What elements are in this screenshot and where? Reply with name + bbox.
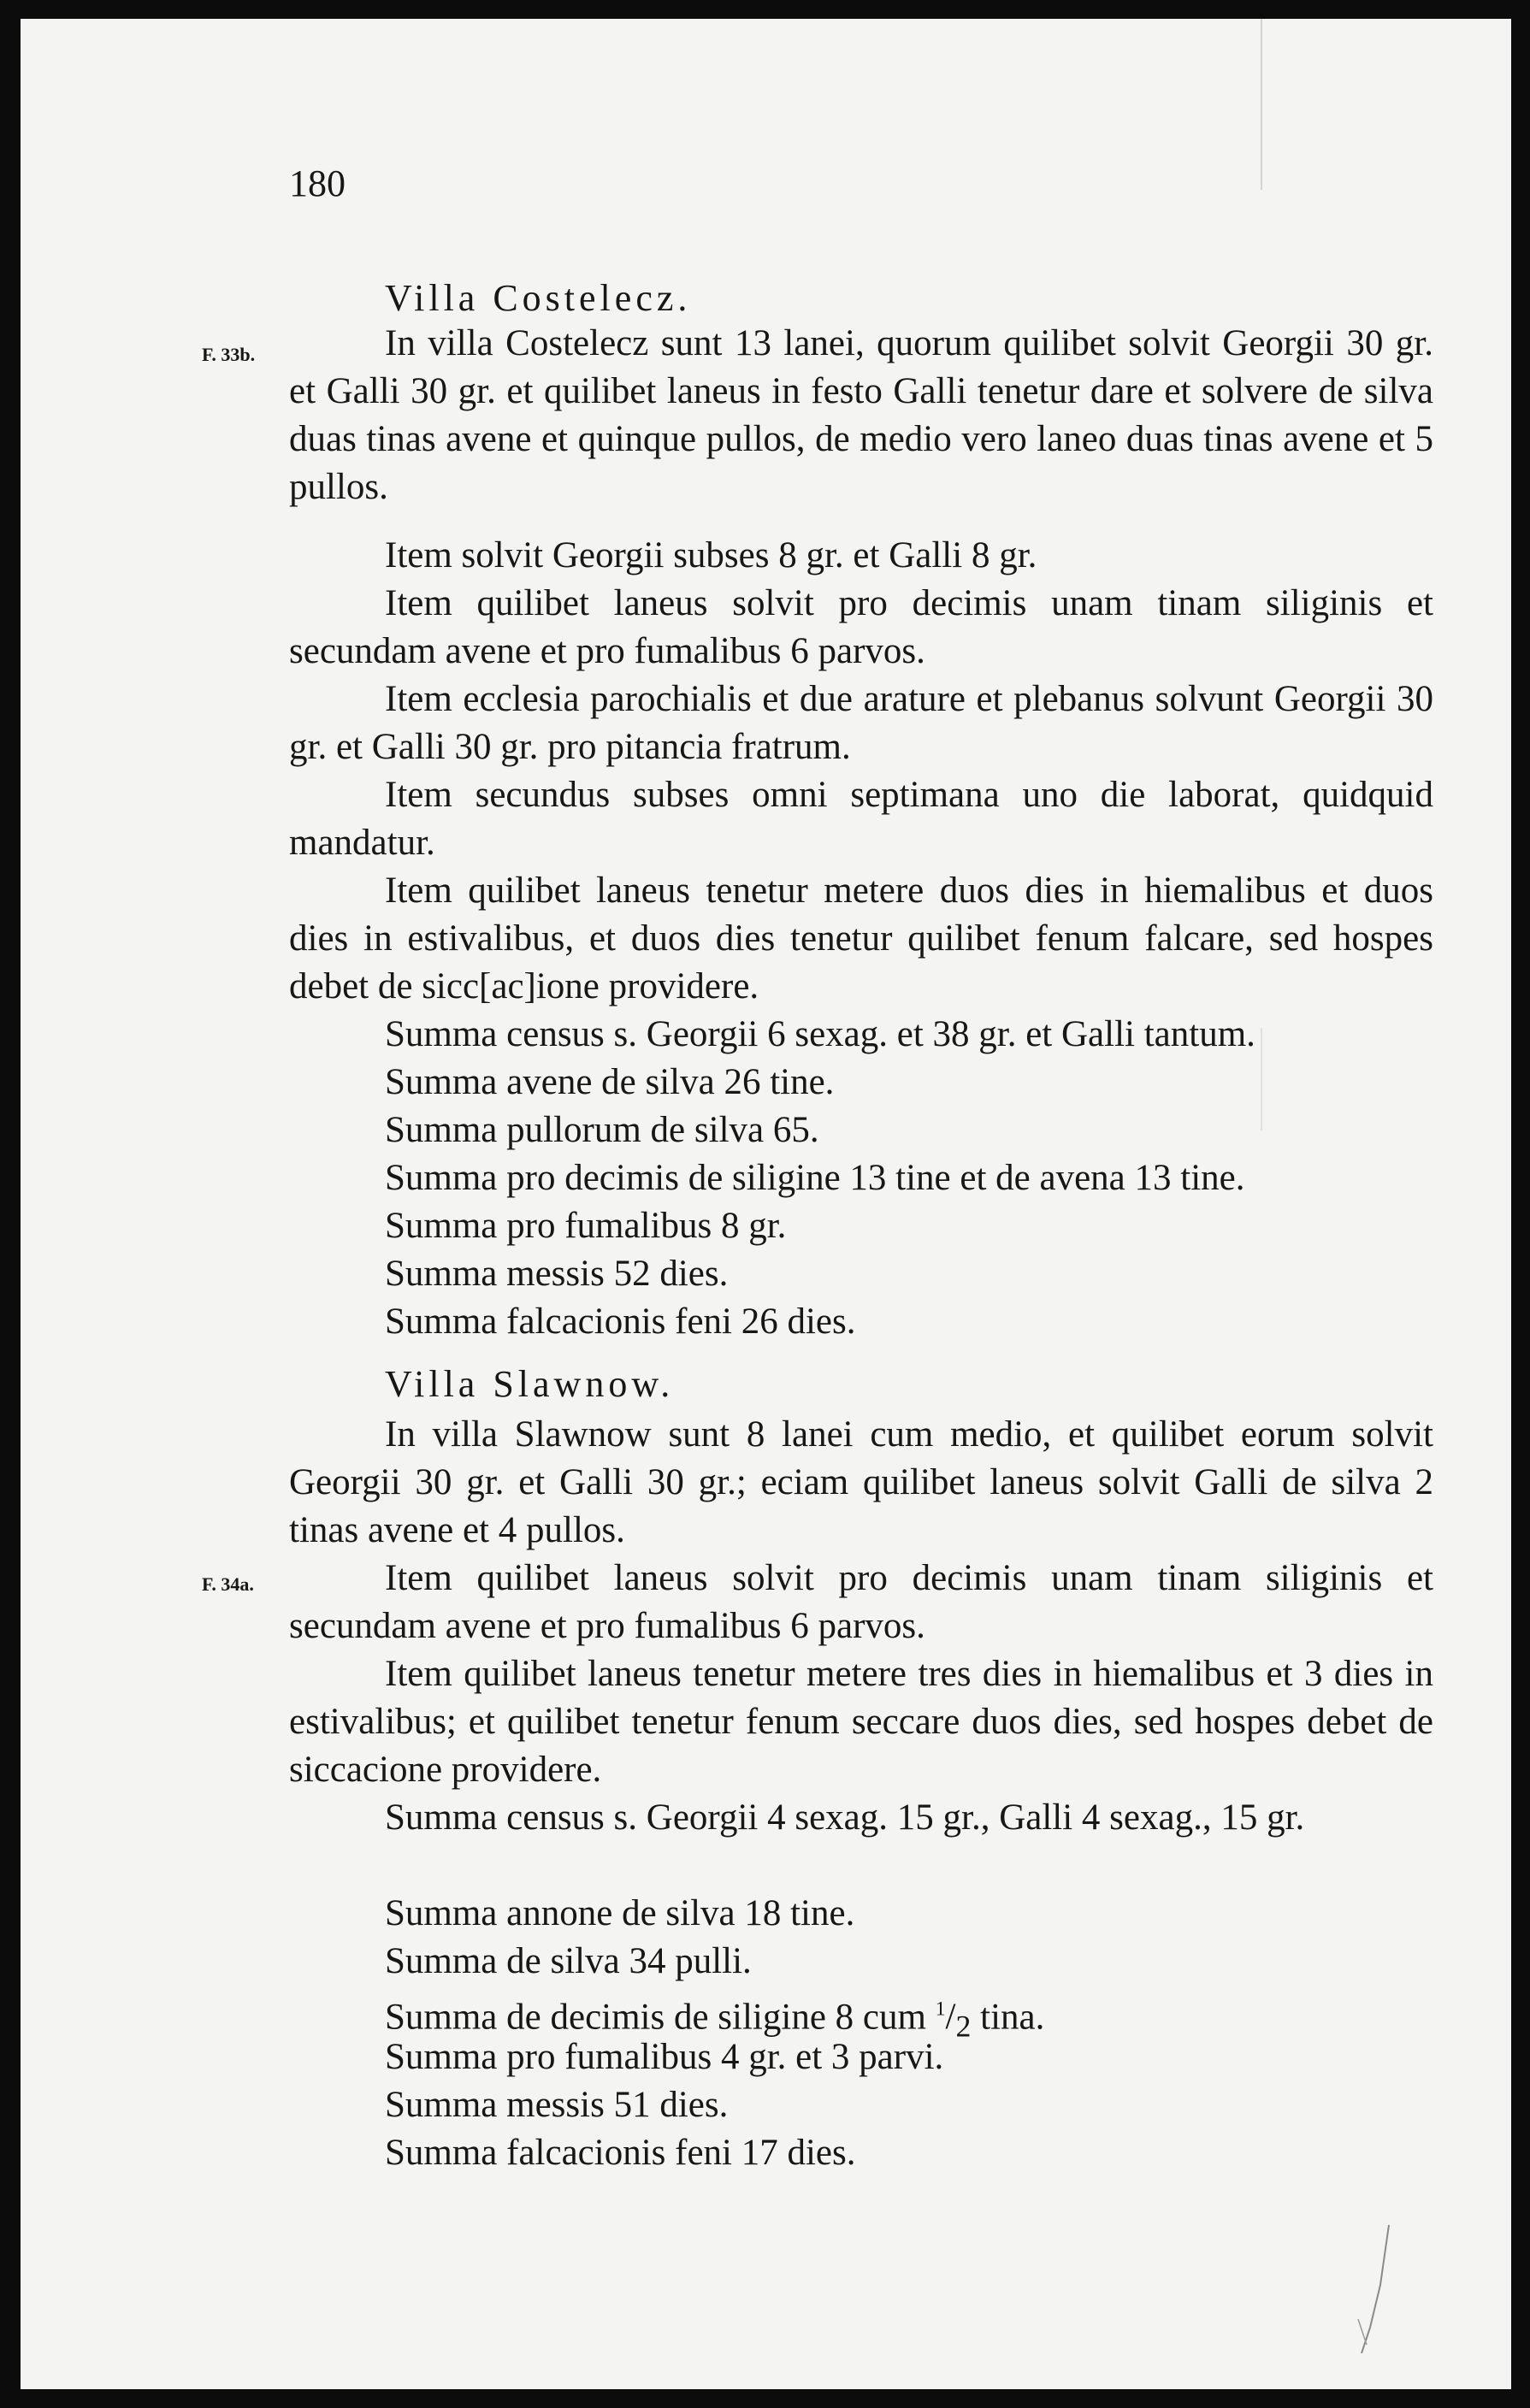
summary-line: Summa falcacionis feni 26 dies. bbox=[385, 1301, 856, 1342]
paragraph: Item quilibet laneus solvit pro decimis unam tinam siliginis et secundam avene et pro fumalibus 6 parvos. bbox=[289, 583, 1433, 671]
summary-line: Summa annone de silva 18 tine. bbox=[385, 1893, 855, 1933]
summary-line: Summa pro fumalibus 8 gr. bbox=[385, 1206, 787, 1246]
summary-line: Summa census s. Georgii 6 sexag. et 38 gr. et Galli tantum. bbox=[385, 1014, 1255, 1054]
summary-line: Summa pro fumalibus 4 gr. et 3 parvi. bbox=[385, 2037, 944, 2077]
summary-line: Summa messis 51 dies. bbox=[385, 2085, 729, 2125]
paragraph: Item secundus subses omni septimana uno die laborat, quidquid mandatur. bbox=[289, 775, 1433, 863]
summary-line: Summa avene de silva 26 tine. bbox=[385, 1062, 835, 1102]
summary-line: Summa de silva 34 pulli. bbox=[385, 1941, 752, 1981]
fraction-one-half: $^1/_2$ bbox=[935, 1997, 972, 2044]
section-heading-slawnow: Villa Slawnow. bbox=[385, 1363, 675, 1405]
fraction-numerator: 1 bbox=[935, 1998, 946, 2021]
summary-text: tina. bbox=[971, 1997, 1045, 2038]
pencil-mark bbox=[1355, 2225, 1406, 2353]
summary-line: Summa pullorum de silva 65. bbox=[385, 1110, 819, 1150]
summary-text: Summa de decimis de siligine 8 cum bbox=[385, 1997, 936, 2038]
paragraph: In villa Slawnow sunt 8 lanei cum medio, et quilibet eorum solvit Georgii 30 gr. et Galli 30 gr.; eciam quilibet laneus solvit Galli de silva 2 tinas avene et 4 pullos. bbox=[289, 1414, 1433, 1550]
paragraph: Item quilibet laneus tenetur metere duos dies in hiemalibus et duos dies in estivalibus, et duos dies tenetur quilibet fenum falcare, sed hospes debet de sicc[ac]ione providere. bbox=[289, 871, 1433, 1006]
paragraph: Item quilibet laneus tenetur metere tres dies in hiemalibus et 3 dies in estivalibus; et quilibet tenetur fenum seccare duos dies, sed hospes debet de siccacione providere. bbox=[289, 1654, 1433, 1790]
folio-reference: F. 33b. bbox=[202, 344, 256, 365]
book-page bbox=[21, 19, 1511, 2389]
fraction-denominator: 2 bbox=[955, 2009, 972, 2044]
summary-line: Summa census s. Georgii 4 sexag. 15 gr., Galli 4 sexag., 15 gr. bbox=[385, 1797, 1305, 1838]
paragraph: In villa Costelecz sunt 13 lanei, quorum quilibet solvit Georgii 30 gr. et Galli 30 gr. et quilibet laneus in festo Galli tenetur dare et solvere de silva duas tinas avene et quinque pullos, de medio vero laneo duas tinas avene et 5 pullos. bbox=[289, 323, 1433, 507]
paragraph: Item quilibet laneus solvit pro decimis unam tinam siliginis et secundam avene et pro fumalibus 6 parvos. bbox=[289, 1558, 1433, 1646]
folio-reference: F. 34a. bbox=[202, 1573, 254, 1595]
page-number: 180 bbox=[289, 162, 346, 204]
paragraph: Item ecclesia parochialis et due arature et plebanus solvunt Georgii 30 gr. et Galli 30 gr. pro pitancia fratrum. bbox=[289, 679, 1433, 767]
paragraph: Item solvit Georgii subses 8 gr. et Galli 8 gr. bbox=[385, 535, 1037, 575]
summary-line: Summa falcacionis feni 17 dies. bbox=[385, 2133, 856, 2173]
summary-line: Summa messis 52 dies. bbox=[385, 1254, 729, 1294]
section-heading-costelecz: Villa Costelecz. bbox=[385, 277, 692, 319]
page-content bbox=[21, 19, 1511, 2389]
summary-line: Summa pro decimis de siligine 13 tine et de avena 13 tine. bbox=[385, 1158, 1245, 1198]
